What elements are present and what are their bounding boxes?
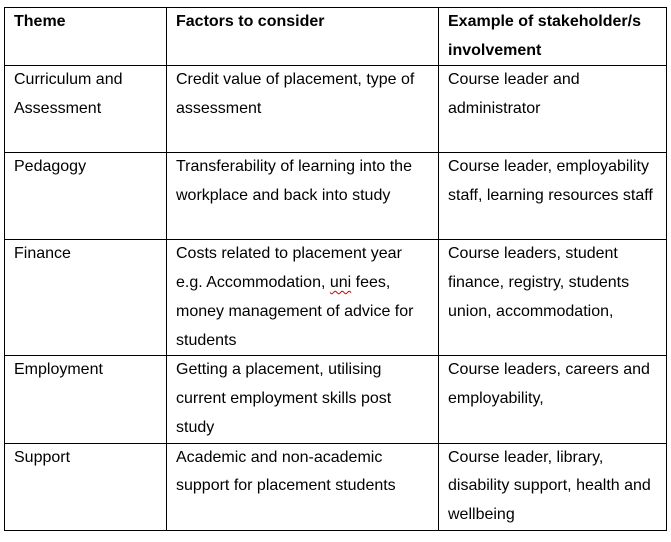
theme-cell: Finance xyxy=(5,240,167,356)
theme-cell: Curriculum and Assessment xyxy=(5,66,167,153)
factors-cell: Transferability of learning into the workplace and back into study xyxy=(167,153,439,240)
example-cell: Course leader, library, disability support, health and wellbeing xyxy=(439,443,667,530)
theme-cell: Employment xyxy=(5,356,167,443)
header-factors: Factors to consider xyxy=(167,8,439,66)
table-row-employment xyxy=(5,356,667,443)
header-example: Example of stakeholder/s involvement xyxy=(439,8,667,66)
example-cell: Course leader and administrator xyxy=(439,66,667,153)
factors-text-after: fees, money management of advice for students xyxy=(176,274,414,349)
stakeholder-table xyxy=(4,7,667,531)
factors-cell: Credit value of placement, type of assessment xyxy=(167,66,439,153)
header-theme: Theme xyxy=(5,8,167,66)
table-row-pedagogy xyxy=(5,153,667,240)
theme-cell: Pedagogy xyxy=(5,153,167,240)
example-cell: Course leaders, careers and employability, xyxy=(439,356,667,443)
table-row-finance xyxy=(5,240,667,356)
theme-cell: Support xyxy=(5,443,167,530)
table-header-row xyxy=(5,8,667,66)
table-row-curriculum xyxy=(5,66,667,153)
factors-cell: Academic and non-academic support for placement students xyxy=(167,443,439,530)
spellcheck-flagged-word: uni xyxy=(329,274,352,292)
example-cell: Course leader, employability staff, learning resources staff xyxy=(439,153,667,240)
example-cell: Course leaders, student finance, registry, students union, accommodation, xyxy=(439,240,667,356)
factors-cell xyxy=(167,240,439,356)
factors-cell: Getting a placement, utilising current employment skills post study xyxy=(167,356,439,443)
table-row-support xyxy=(5,443,667,530)
factors-text-before: Costs related to placement year e.g. Accommodation, xyxy=(176,245,402,292)
